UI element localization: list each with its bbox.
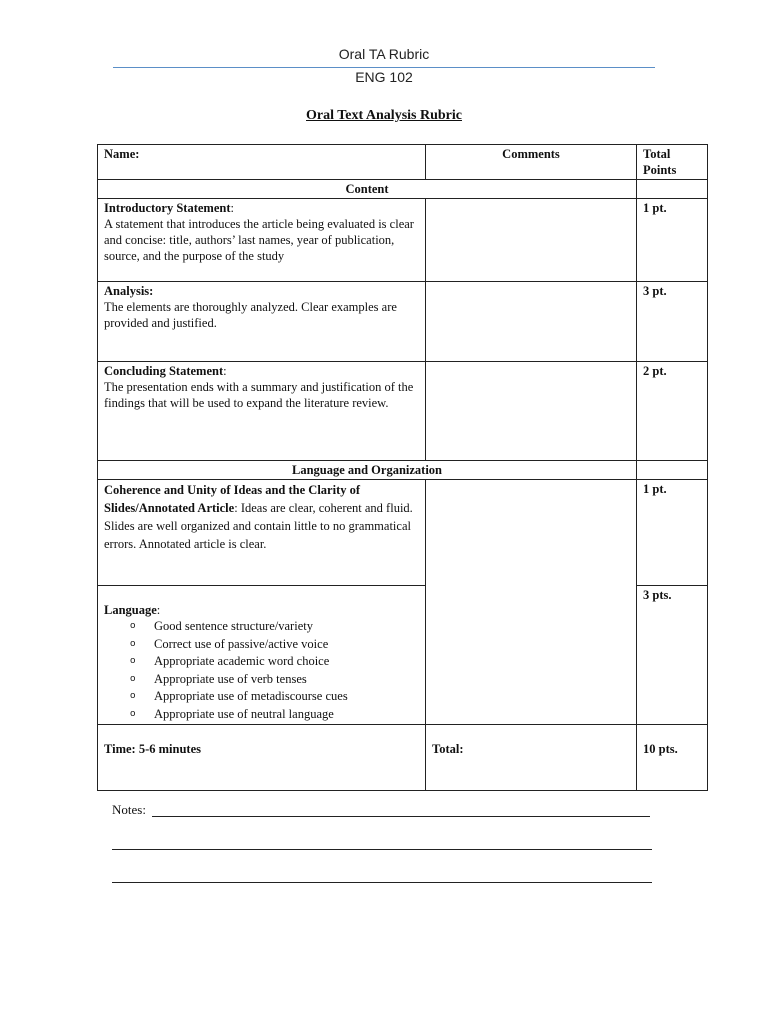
- bullet-glyph: o: [130, 656, 136, 666]
- list-item: o Appropriate use of neutral language: [104, 706, 419, 724]
- criterion-row-concluding: [98, 362, 708, 461]
- list-item: o Appropriate use of verb tenses: [104, 671, 419, 689]
- bullet-glyph: o: [130, 638, 136, 649]
- points-cell: 3 pts.: [637, 586, 708, 725]
- header-divider: [113, 67, 655, 68]
- bullet-glyph: o: [130, 691, 136, 701]
- points-cell: 1 pt.: [637, 199, 708, 282]
- comments-cell[interactable]: [426, 362, 637, 461]
- criterion-row-coherence: [98, 480, 708, 586]
- comments-cell[interactable]: [426, 199, 637, 282]
- notes-line[interactable]: [112, 849, 652, 850]
- table-footer-row: [98, 725, 708, 791]
- criterion-colon: :: [230, 201, 234, 215]
- bullet-glyph: o: [130, 708, 136, 719]
- comments-header: Comments: [426, 145, 637, 180]
- document-title: Oral Text Analysis Rubric: [306, 108, 462, 123]
- header-course: ENG 102: [355, 69, 413, 85]
- criterion-title: Introductory Statement: [104, 201, 231, 215]
- list-item: o Appropriate academic word choice: [104, 653, 419, 671]
- section-points-blank: [637, 461, 708, 480]
- section-title-language-org: Language and Organization: [98, 461, 637, 480]
- table-header-row: [98, 145, 708, 180]
- criterion-row-intro: [98, 199, 708, 282]
- criterion-colon: :: [156, 603, 161, 617]
- bullet-glyph: o: [130, 621, 136, 631]
- language-bullet-list: [104, 618, 419, 723]
- section-points-blank: [637, 180, 708, 199]
- criterion-description: The elements are thoroughly analyzed. Clear examples are provided and justified.: [104, 300, 397, 330]
- comments-cell[interactable]: [426, 480, 637, 725]
- total-points-cell: 10 pts.: [637, 725, 708, 791]
- points-cell: 2 pt.: [637, 362, 708, 461]
- total-points-header: Total Points: [637, 145, 708, 180]
- criterion-title: Language: [104, 603, 157, 617]
- notes-label: Notes:: [112, 802, 146, 817]
- criterion-concluding: [98, 362, 426, 461]
- criterion-description: : Ideas are clear, coherent and fluid. Slides are well organized and contain little to no grammatical errors. Annotated article is clear.: [104, 501, 413, 551]
- criterion-colon: :: [223, 364, 227, 378]
- list-item: o Appropriate use of metadiscourse cues: [104, 688, 419, 706]
- criterion-description: A statement that introduces the article being evaluated is clear and concise: title, authors’ last names, year of publication, source, and the purpose of the study: [104, 217, 414, 263]
- notes-line[interactable]: [112, 882, 652, 883]
- notes-line[interactable]: [152, 816, 650, 817]
- criterion-language: [98, 586, 426, 725]
- criterion-title: Coherence and Unity of Ideas and the Clarity of Slides/Annotated Article: [104, 483, 361, 515]
- criterion-row-analysis: [98, 282, 708, 362]
- criterion-title: Concluding Statement: [104, 364, 224, 378]
- time-cell: Time: 5-6 minutes: [98, 725, 426, 791]
- section-title-content: Content: [98, 180, 637, 199]
- criterion-analysis: [98, 282, 426, 362]
- list-item: o Correct use of passive/active voice: [104, 636, 419, 654]
- name-header: Name:: [98, 145, 426, 180]
- list-item: o Good sentence structure/variety: [104, 618, 419, 636]
- criterion-intro: [98, 199, 426, 282]
- rubric-table: [97, 144, 708, 791]
- points-cell: 3 pt.: [637, 282, 708, 362]
- bullet-glyph: o: [130, 673, 136, 684]
- section-row-content: [98, 180, 708, 199]
- section-row-language-org: [98, 461, 708, 480]
- criterion-coherence: [98, 480, 426, 586]
- total-label-cell[interactable]: Total:: [426, 725, 637, 791]
- criterion-description: The presentation ends with a summary and justification of the findings that will be used to expand the literature review.: [104, 380, 414, 410]
- header-title: Oral TA Rubric: [338, 46, 430, 62]
- comments-cell[interactable]: [426, 282, 637, 362]
- points-cell: 1 pt.: [637, 480, 708, 586]
- criterion-title: Analysis:: [104, 284, 154, 298]
